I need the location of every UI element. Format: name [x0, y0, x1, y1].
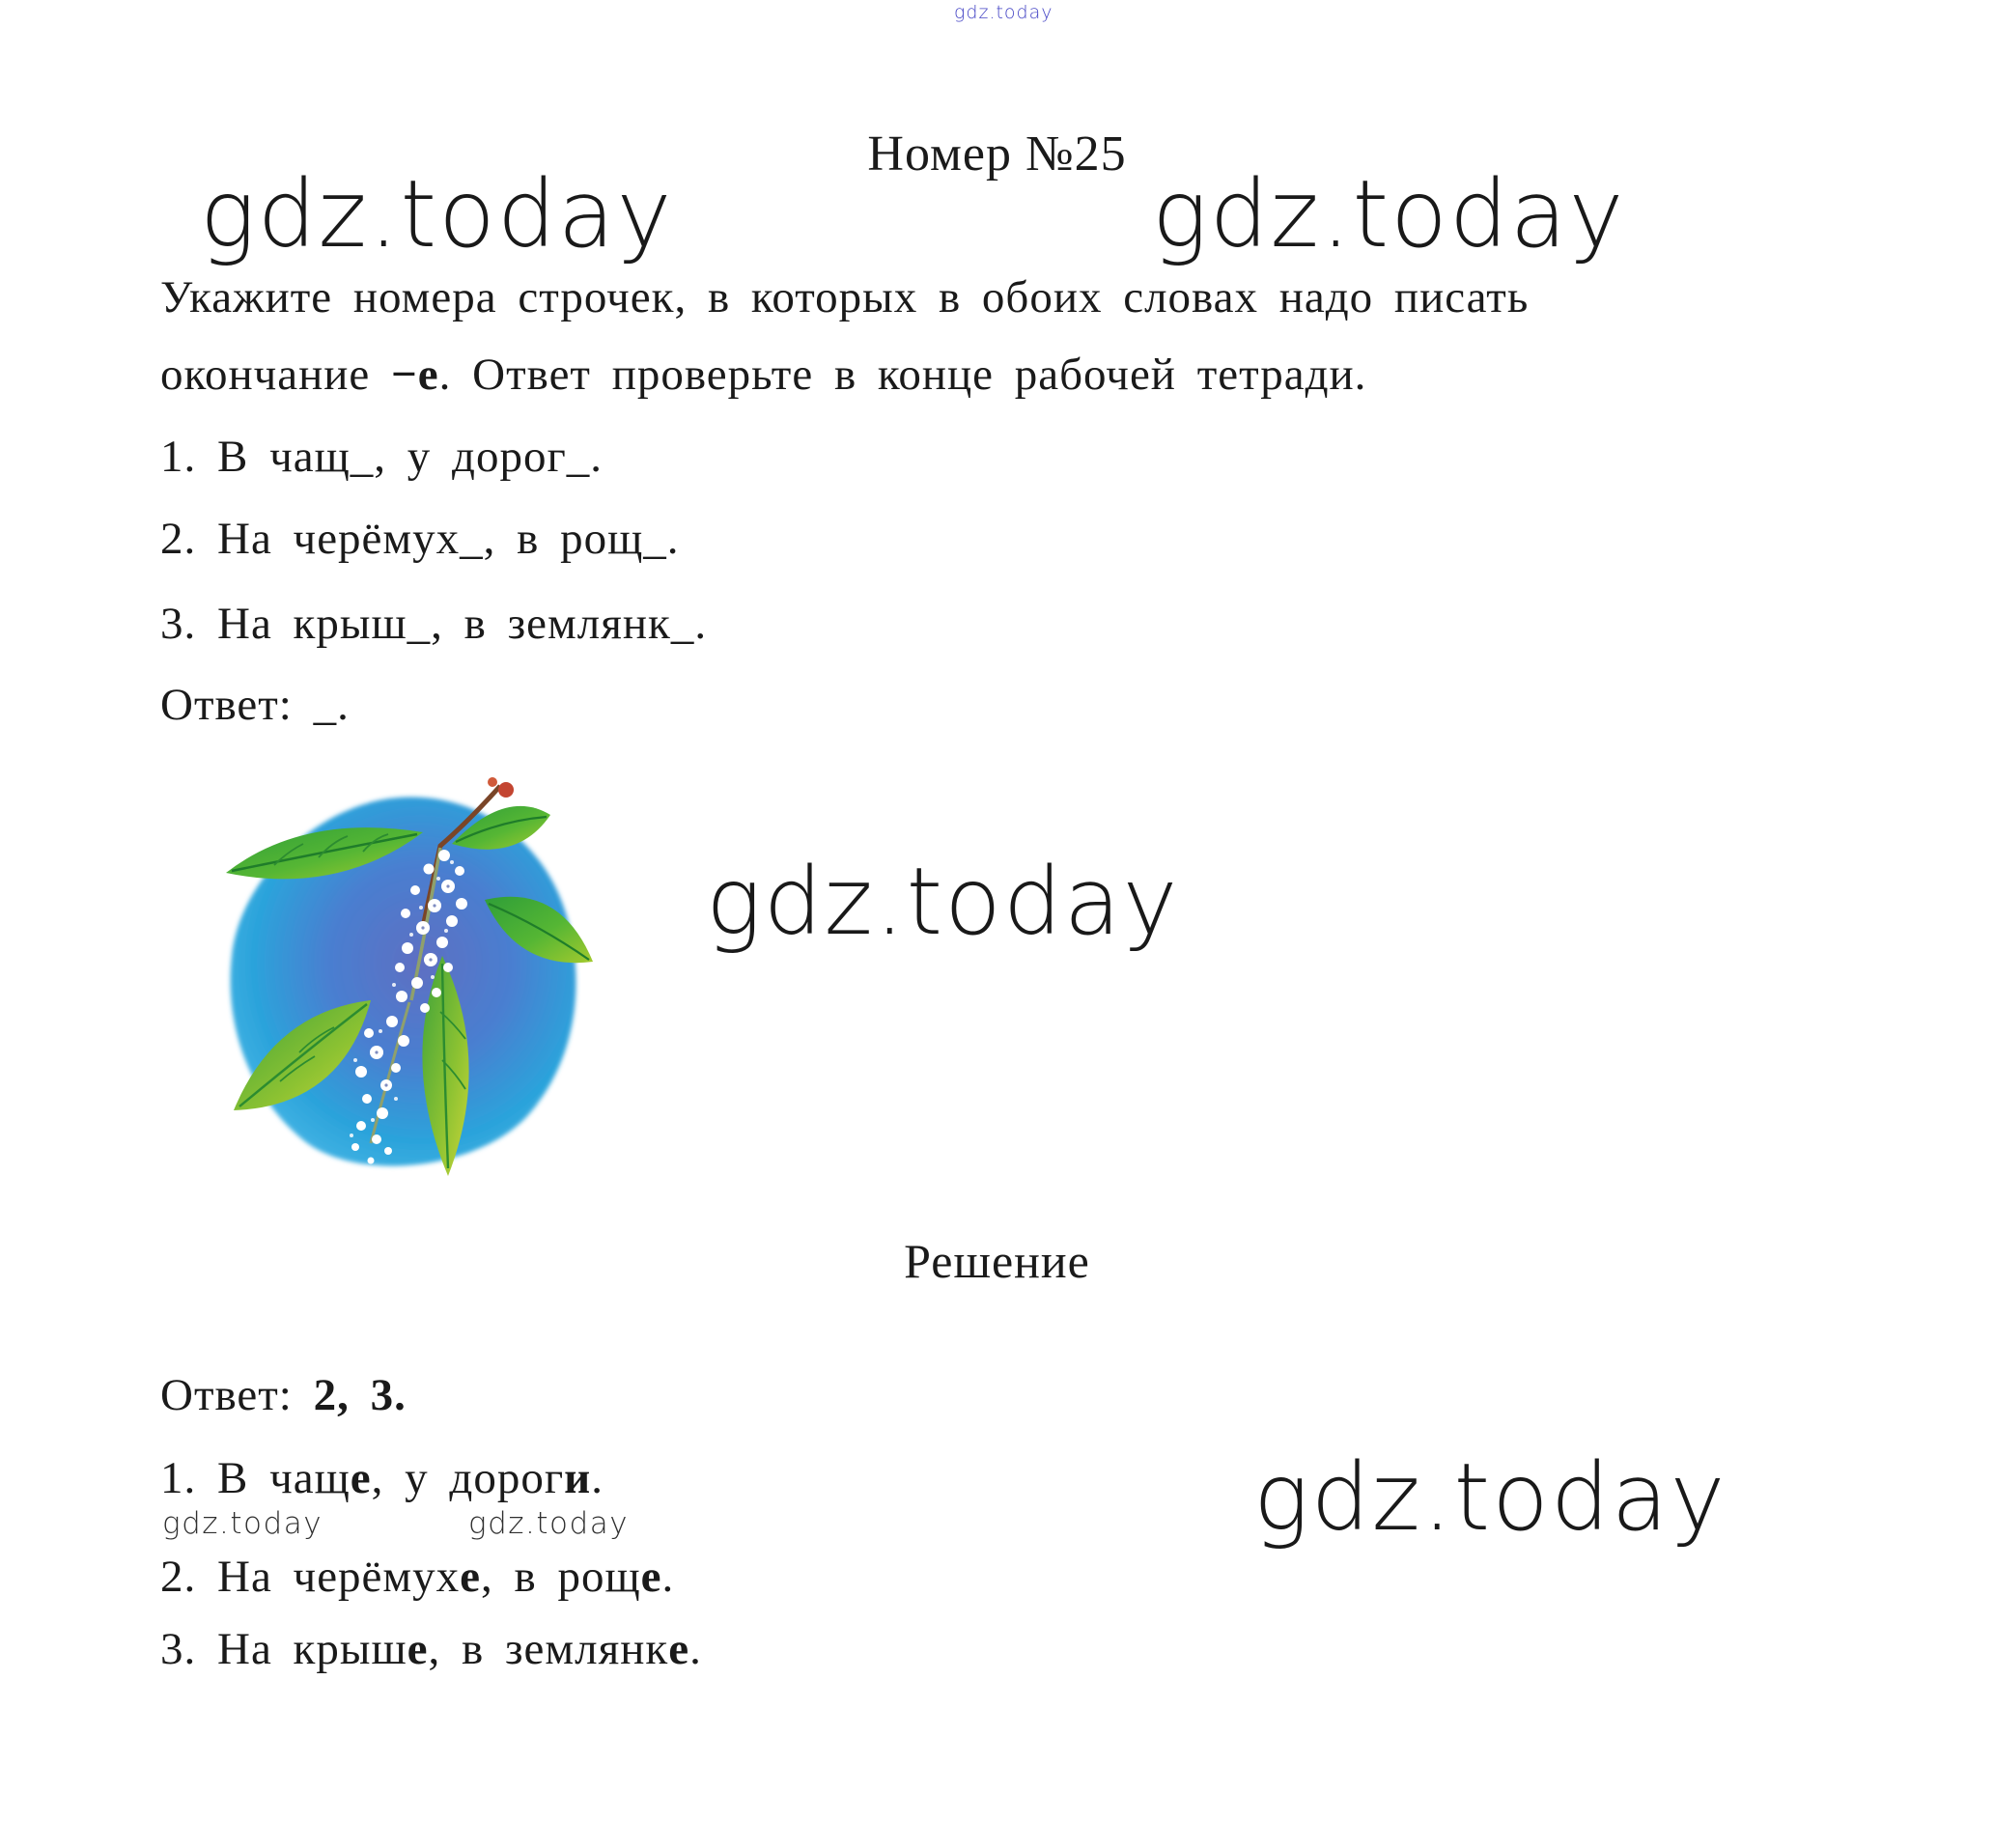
solution-item-text: , у дорог: [371, 1453, 565, 1503]
watermark-large-left: gdz.today: [200, 160, 674, 268]
solution-answer: [160, 1369, 407, 1421]
solution-answer-value: 2, 3.: [313, 1370, 407, 1420]
watermark-large-right: gdz.today: [1152, 160, 1626, 268]
solution-heading: Решение: [904, 1234, 1090, 1288]
task-answer-placeholder: Ответ: _.: [160, 680, 350, 730]
bird-cherry-illustration: [211, 770, 597, 1186]
solution-item-text: 2. На черёмух: [160, 1552, 461, 1602]
solution-item-text: 3. На крыш: [160, 1624, 407, 1674]
solution-item-text: .: [661, 1552, 675, 1602]
watermark-inline-right: gdz.today: [468, 1506, 630, 1541]
bold-ending: е: [668, 1624, 690, 1674]
task-item-3: 3. На крыш_, в землянк_.: [160, 599, 708, 649]
watermark-inline-left: gdz.today: [162, 1506, 323, 1541]
solution-item-text: 1. В чащ: [160, 1453, 351, 1503]
task-line2-suffix: . Ответ проверьте в конце рабочей тетради.: [438, 350, 1367, 400]
solution-answer-label: Ответ:: [160, 1370, 314, 1420]
watermark-large-bottom-right: gdz.today: [1253, 1443, 1727, 1552]
bold-ending: е: [640, 1552, 662, 1602]
task-text-line1: Укажите номера строчек, в которых в обоих словах надо писать: [160, 272, 1530, 322]
solution-item-text: , в рощ: [481, 1552, 641, 1602]
task-item-1: 1. В чащ_, у дорог_.: [160, 432, 603, 482]
solution-item-1: [160, 1452, 604, 1504]
bold-ending: е: [350, 1453, 372, 1503]
task-line2-prefix: окончание: [160, 350, 392, 400]
task-line2-bold-ending: −е: [391, 350, 439, 400]
solution-item-text: .: [591, 1453, 604, 1503]
task-item-2: 2. На черёмух_, в рощ_.: [160, 514, 680, 564]
page-title: Номер №25: [867, 126, 1127, 182]
bold-ending: е: [407, 1624, 429, 1674]
task-text-line2: [160, 349, 1366, 401]
solution-item-text: , в землянк: [428, 1624, 669, 1674]
bold-ending: и: [564, 1453, 592, 1503]
watermark-top-small: gdz.today: [954, 2, 1053, 23]
bold-ending: е: [460, 1552, 482, 1602]
solution-item-text: .: [689, 1624, 702, 1674]
solution-item-2: [160, 1551, 674, 1603]
watermark-large-center: gdz.today: [706, 848, 1180, 956]
solution-item-3: [160, 1623, 702, 1675]
